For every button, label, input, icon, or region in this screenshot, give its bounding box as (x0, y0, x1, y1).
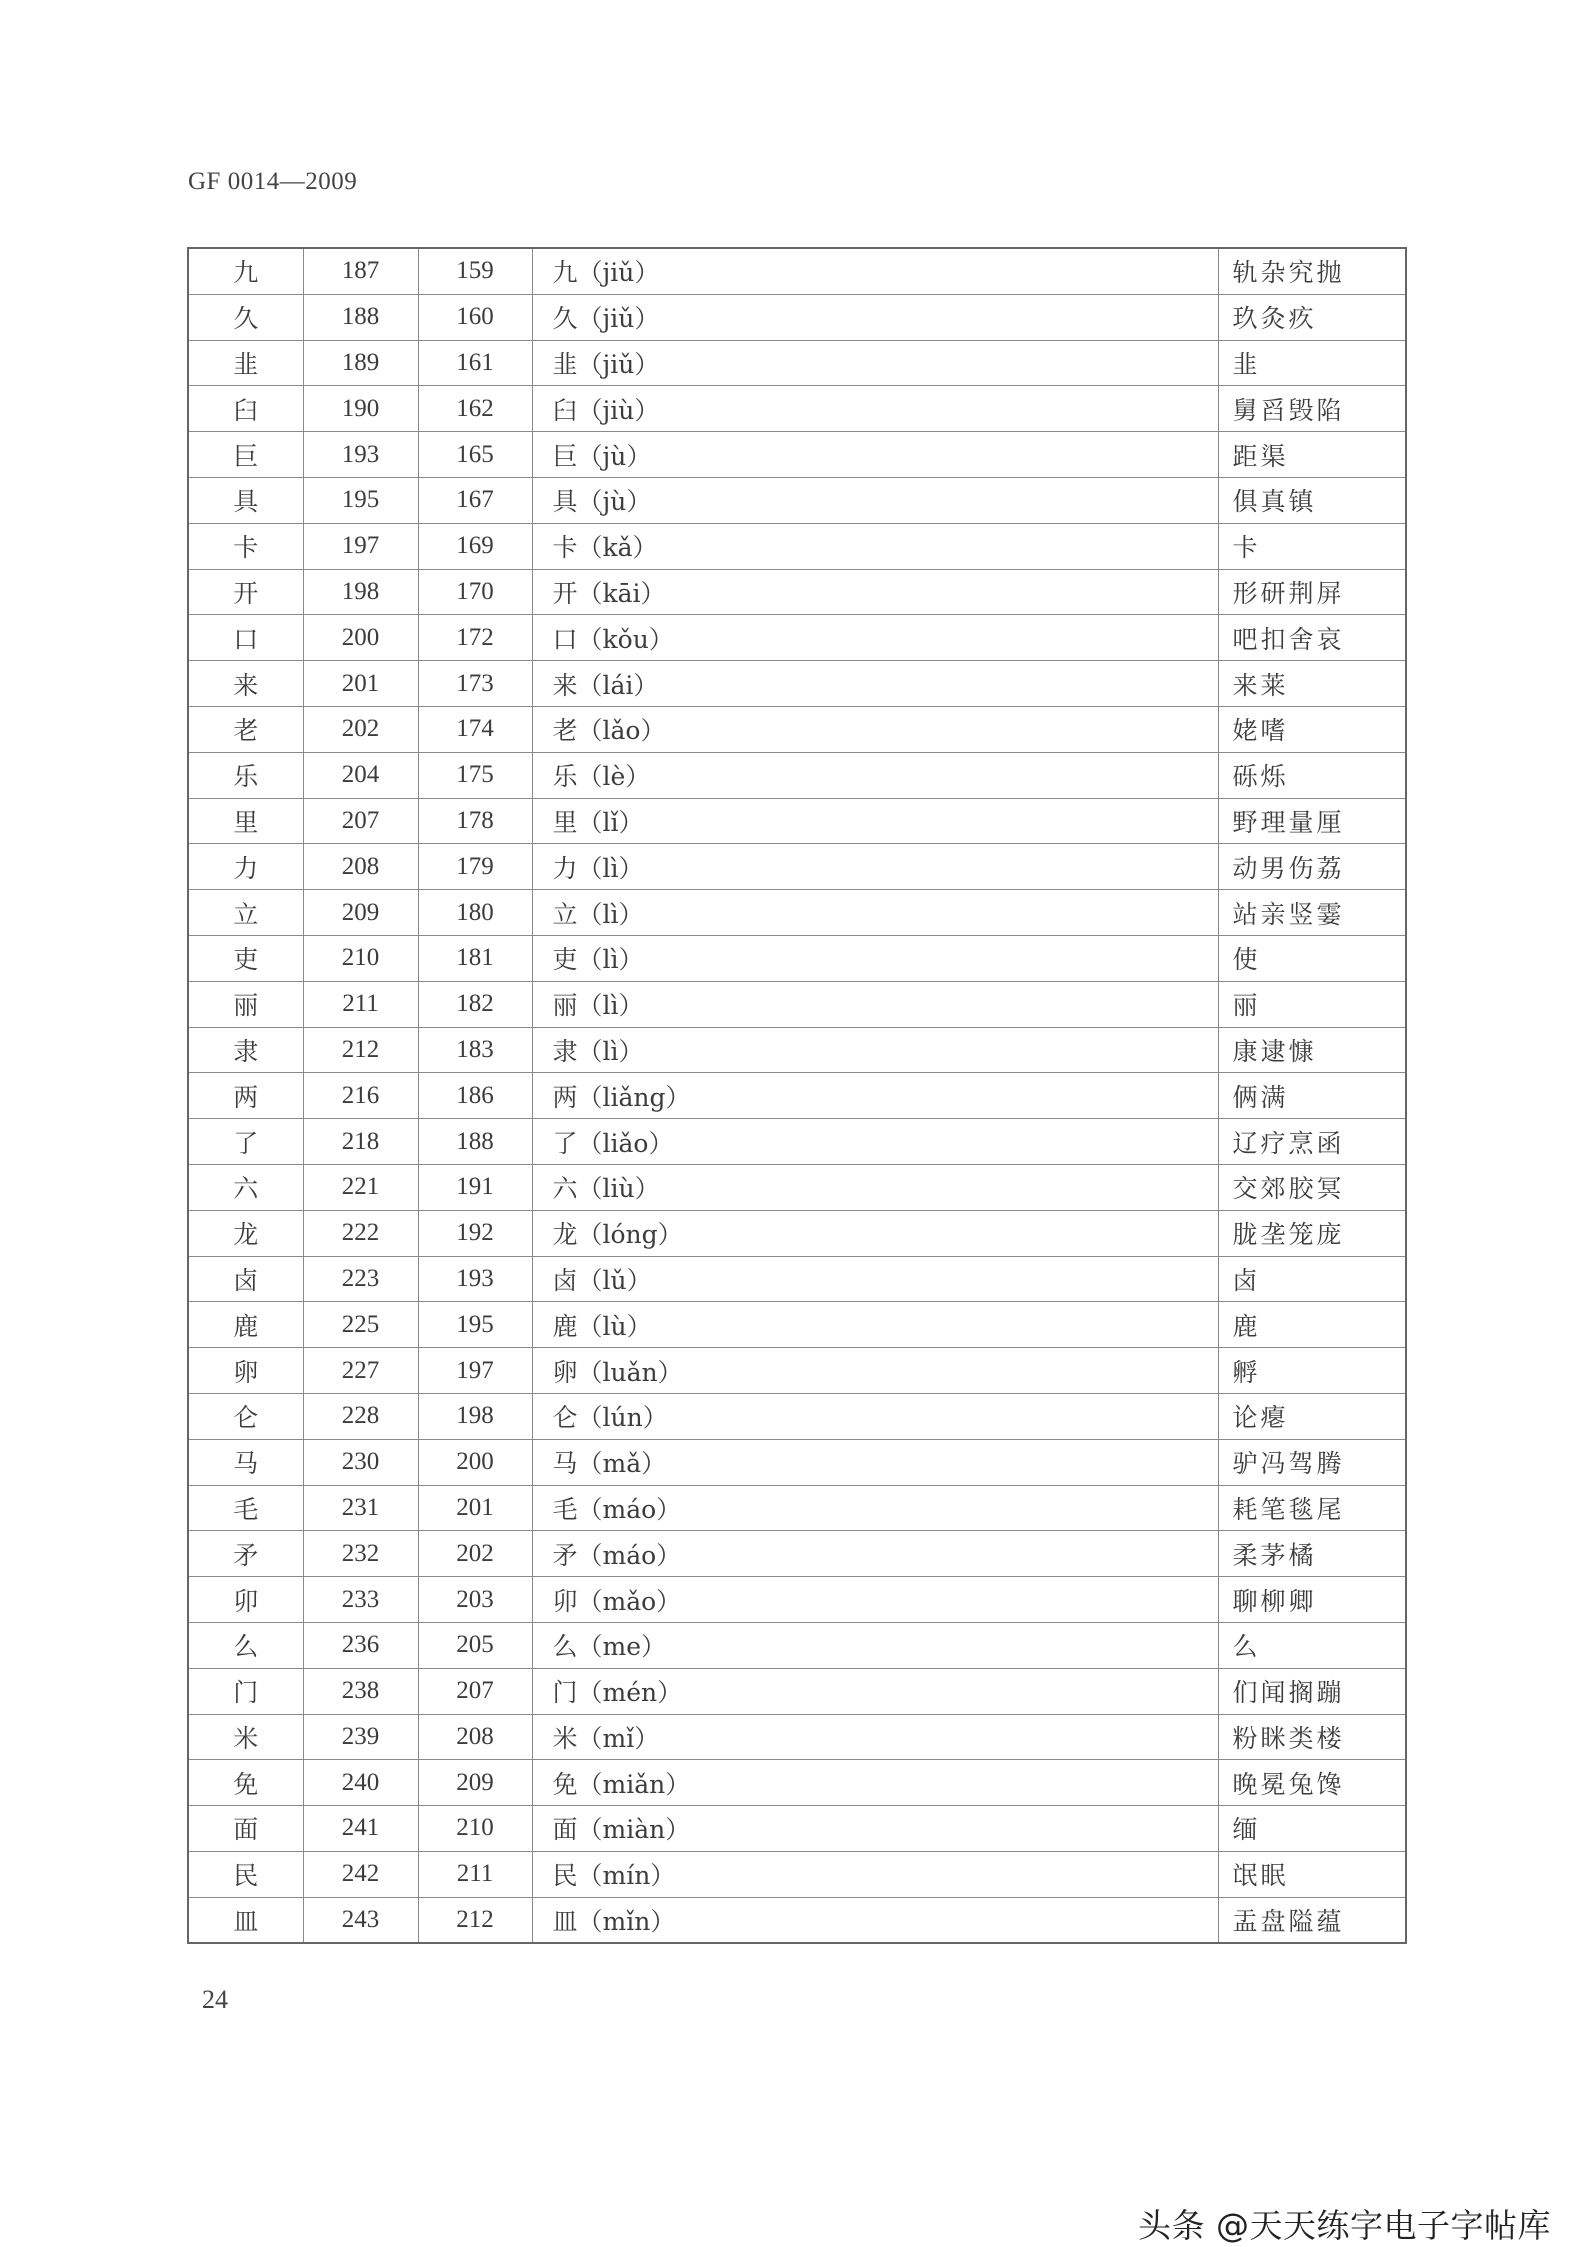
pinyin-cell: 丽（lì） (532, 981, 1218, 1027)
example-chars-cell: 驴冯驾腾 (1218, 1439, 1406, 1485)
component-char-cell: 鹿 (188, 1302, 303, 1348)
component-char-cell: 面 (188, 1806, 303, 1852)
component-number-cell: 182 (418, 981, 532, 1027)
pinyin-cell: 鹿（lù） (532, 1302, 1218, 1348)
pinyin-cell: 力（lì） (532, 844, 1218, 890)
component-number-cell: 172 (418, 615, 532, 661)
example-chars-cell: 丽 (1218, 981, 1406, 1027)
component-number-cell: 159 (418, 248, 532, 294)
component-number-cell: 167 (418, 477, 532, 523)
table-row (188, 935, 1406, 981)
component-char-cell: 口 (188, 615, 303, 661)
example-chars-cell: 孵 (1218, 1348, 1406, 1394)
index-number-cell: 204 (303, 752, 418, 798)
component-number-cell: 188 (418, 1119, 532, 1165)
component-number-cell: 181 (418, 935, 532, 981)
index-number-cell: 209 (303, 890, 418, 936)
example-chars-cell: 玖灸疚 (1218, 294, 1406, 340)
component-number-cell: 174 (418, 706, 532, 752)
pinyin-cell: 皿（mǐn） (532, 1897, 1218, 1943)
example-chars-cell: 韭 (1218, 340, 1406, 386)
pinyin-cell: 久（jiǔ） (532, 294, 1218, 340)
document-code-header: GF 0014—2009 (188, 168, 358, 195)
pinyin-cell: 了（liǎo） (532, 1119, 1218, 1165)
index-number-cell: 238 (303, 1668, 418, 1714)
component-number-cell: 180 (418, 890, 532, 936)
pinyin-cell: 里（lǐ） (532, 798, 1218, 844)
example-chars-cell: 吧扣舍哀 (1218, 615, 1406, 661)
pinyin-cell: 巨（jù） (532, 432, 1218, 478)
example-chars-cell: 鹿 (1218, 1302, 1406, 1348)
component-char-cell: 卡 (188, 523, 303, 569)
index-number-cell: 188 (303, 294, 418, 340)
index-number-cell: 200 (303, 615, 418, 661)
example-chars-cell: 站亲竖霎 (1218, 890, 1406, 936)
table-row (188, 1348, 1406, 1394)
pinyin-cell: 韭（jiǔ） (532, 340, 1218, 386)
index-number-cell: 190 (303, 386, 418, 432)
pinyin-cell: 门（mén） (532, 1668, 1218, 1714)
component-char-cell: 丽 (188, 981, 303, 1027)
component-char-cell: 韭 (188, 340, 303, 386)
table-row (188, 1302, 1406, 1348)
example-chars-cell: 康逮慷 (1218, 1027, 1406, 1073)
table-row (188, 1897, 1406, 1943)
index-number-cell: 241 (303, 1806, 418, 1852)
component-char-cell: 民 (188, 1851, 303, 1897)
pinyin-cell: 面（miàn） (532, 1806, 1218, 1852)
component-number-cell: 201 (418, 1485, 532, 1531)
component-number-cell: 186 (418, 1073, 532, 1119)
table-row (188, 569, 1406, 615)
table-row (188, 1485, 1406, 1531)
page-number: 24 (202, 1985, 228, 2014)
table-body (188, 248, 1406, 1943)
component-number-cell: 173 (418, 661, 532, 707)
table-row (188, 1531, 1406, 1577)
example-chars-cell: 卡 (1218, 523, 1406, 569)
example-chars-cell: 距渠 (1218, 432, 1406, 478)
pinyin-cell: 具（jù） (532, 477, 1218, 523)
index-number-cell: 243 (303, 1897, 418, 1943)
example-chars-cell: 聊柳卿 (1218, 1577, 1406, 1623)
component-char-cell: 老 (188, 706, 303, 752)
component-char-cell: 久 (188, 294, 303, 340)
table-row (188, 1073, 1406, 1119)
component-char-cell: 卯 (188, 1577, 303, 1623)
component-char-cell: 马 (188, 1439, 303, 1485)
pinyin-cell: 民（mín） (532, 1851, 1218, 1897)
component-number-cell: 179 (418, 844, 532, 890)
example-chars-cell: 交郊胶冥 (1218, 1164, 1406, 1210)
example-chars-cell: 盂盘隘蕴 (1218, 1897, 1406, 1943)
component-number-cell: 211 (418, 1851, 532, 1897)
component-char-cell: 里 (188, 798, 303, 844)
component-number-cell: 178 (418, 798, 532, 844)
component-char-cell: 吏 (188, 935, 303, 981)
component-number-cell: 205 (418, 1622, 532, 1668)
table-row (188, 294, 1406, 340)
component-char-cell: 卤 (188, 1256, 303, 1302)
pinyin-cell: 卵（luǎn） (532, 1348, 1218, 1394)
table-row (188, 661, 1406, 707)
pinyin-cell: 免（miǎn） (532, 1760, 1218, 1806)
table-row (188, 1393, 1406, 1439)
component-number-cell: 191 (418, 1164, 532, 1210)
table-row (188, 1027, 1406, 1073)
index-number-cell: 233 (303, 1577, 418, 1623)
pinyin-cell: 么（me） (532, 1622, 1218, 1668)
component-char-cell: 龙 (188, 1210, 303, 1256)
component-number-cell: 162 (418, 386, 532, 432)
index-number-cell: 239 (303, 1714, 418, 1760)
pinyin-cell: 卤（lǔ） (532, 1256, 1218, 1302)
pinyin-cell: 口（kǒu） (532, 615, 1218, 661)
component-char-cell: 隶 (188, 1027, 303, 1073)
index-number-cell: 210 (303, 935, 418, 981)
table-row (188, 340, 1406, 386)
component-char-cell: 皿 (188, 1897, 303, 1943)
pinyin-cell: 老（lǎo） (532, 706, 1218, 752)
index-number-cell: 201 (303, 661, 418, 707)
table-row (188, 386, 1406, 432)
component-char-cell: 么 (188, 1622, 303, 1668)
table-row (188, 1806, 1406, 1852)
component-number-cell: 209 (418, 1760, 532, 1806)
example-chars-cell: 卤 (1218, 1256, 1406, 1302)
index-number-cell: 228 (303, 1393, 418, 1439)
component-number-cell: 175 (418, 752, 532, 798)
index-number-cell: 202 (303, 706, 418, 752)
component-number-cell: 170 (418, 569, 532, 615)
example-chars-cell: 氓眠 (1218, 1851, 1406, 1897)
example-chars-cell: 论瘪 (1218, 1393, 1406, 1439)
component-char-cell: 九 (188, 248, 303, 294)
index-number-cell: 187 (303, 248, 418, 294)
pinyin-cell: 六（liù） (532, 1164, 1218, 1210)
pinyin-cell: 卡（kǎ） (532, 523, 1218, 569)
component-char-cell: 六 (188, 1164, 303, 1210)
component-char-cell: 了 (188, 1119, 303, 1165)
table-row (188, 477, 1406, 523)
index-number-cell: 197 (303, 523, 418, 569)
pinyin-cell: 吏（lì） (532, 935, 1218, 981)
component-number-cell: 192 (418, 1210, 532, 1256)
pinyin-cell: 隶（lì） (532, 1027, 1218, 1073)
example-chars-cell: 舅舀毁陷 (1218, 386, 1406, 432)
index-number-cell: 189 (303, 340, 418, 386)
component-number-cell: 203 (418, 1577, 532, 1623)
example-chars-cell: 缅 (1218, 1806, 1406, 1852)
index-number-cell: 221 (303, 1164, 418, 1210)
table-row (188, 248, 1406, 294)
index-number-cell: 216 (303, 1073, 418, 1119)
index-number-cell: 211 (303, 981, 418, 1027)
index-number-cell: 218 (303, 1119, 418, 1165)
component-number-cell: 200 (418, 1439, 532, 1485)
pinyin-cell: 毛（máo） (532, 1485, 1218, 1531)
example-chars-cell: 使 (1218, 935, 1406, 981)
index-number-cell: 207 (303, 798, 418, 844)
table-row (188, 1668, 1406, 1714)
table-row (188, 1119, 1406, 1165)
example-chars-cell: 形研荆屏 (1218, 569, 1406, 615)
index-number-cell: 230 (303, 1439, 418, 1485)
example-chars-cell: 晚冕兔馋 (1218, 1760, 1406, 1806)
index-number-cell: 195 (303, 477, 418, 523)
component-number-cell: 202 (418, 1531, 532, 1577)
pinyin-cell: 来（lái） (532, 661, 1218, 707)
index-number-cell: 232 (303, 1531, 418, 1577)
pinyin-cell: 九（jiǔ） (532, 248, 1218, 294)
table-row (188, 981, 1406, 1027)
example-chars-cell: 柔茅橘 (1218, 1531, 1406, 1577)
table-row (188, 890, 1406, 936)
pinyin-cell: 马（mǎ） (532, 1439, 1218, 1485)
index-number-cell: 242 (303, 1851, 418, 1897)
example-chars-cell: 来莱 (1218, 661, 1406, 707)
component-char-cell: 两 (188, 1073, 303, 1119)
component-number-cell: 197 (418, 1348, 532, 1394)
component-char-cell: 米 (188, 1714, 303, 1760)
index-number-cell: 198 (303, 569, 418, 615)
component-number-cell: 165 (418, 432, 532, 478)
example-chars-cell: 粉眯类楼 (1218, 1714, 1406, 1760)
index-number-cell: 231 (303, 1485, 418, 1531)
component-number-cell: 169 (418, 523, 532, 569)
index-number-cell: 193 (303, 432, 418, 478)
table-row (188, 1577, 1406, 1623)
table-row (188, 1714, 1406, 1760)
component-number-cell: 210 (418, 1806, 532, 1852)
pinyin-cell: 乐（lè） (532, 752, 1218, 798)
pinyin-cell: 矛（máo） (532, 1531, 1218, 1577)
table-row (188, 432, 1406, 478)
table-row (188, 706, 1406, 752)
example-chars-cell: 姥嗜 (1218, 706, 1406, 752)
pinyin-cell: 开（kāi） (532, 569, 1218, 615)
component-char-cell: 开 (188, 569, 303, 615)
index-number-cell: 212 (303, 1027, 418, 1073)
example-chars-cell: 俩满 (1218, 1073, 1406, 1119)
component-char-cell: 巨 (188, 432, 303, 478)
table-row (188, 523, 1406, 569)
pinyin-cell: 立（lì） (532, 890, 1218, 936)
component-number-cell: 161 (418, 340, 532, 386)
example-chars-cell: 轨杂究抛 (1218, 248, 1406, 294)
component-char-cell: 免 (188, 1760, 303, 1806)
example-chars-cell: 俱真镇 (1218, 477, 1406, 523)
component-number-cell: 208 (418, 1714, 532, 1760)
example-chars-cell: 耗笔毯尾 (1218, 1485, 1406, 1531)
table-row (188, 1439, 1406, 1485)
component-char-cell: 具 (188, 477, 303, 523)
pinyin-cell: 两（liǎng） (532, 1073, 1218, 1119)
component-number-cell: 212 (418, 1897, 532, 1943)
component-number-cell: 207 (418, 1668, 532, 1714)
example-chars-cell: 胧垄笼庞 (1218, 1210, 1406, 1256)
pinyin-cell: 卯（mǎo） (532, 1577, 1218, 1623)
watermark-text: 头条 @天天练字电子字帖库 (1138, 2206, 1551, 2245)
pinyin-cell: 仑（lún） (532, 1393, 1218, 1439)
table-row (188, 1164, 1406, 1210)
component-char-cell: 臼 (188, 386, 303, 432)
component-char-cell: 门 (188, 1668, 303, 1714)
component-number-cell: 195 (418, 1302, 532, 1348)
table-row (188, 844, 1406, 890)
index-number-cell: 208 (303, 844, 418, 890)
pinyin-cell: 龙（lóng） (532, 1210, 1218, 1256)
index-number-cell: 236 (303, 1622, 418, 1668)
table-row (188, 1256, 1406, 1302)
example-chars-cell: 野理量厘 (1218, 798, 1406, 844)
index-number-cell: 223 (303, 1256, 418, 1302)
component-char-cell: 毛 (188, 1485, 303, 1531)
table (187, 247, 1407, 1944)
example-chars-cell: 砾烁 (1218, 752, 1406, 798)
component-number-cell: 183 (418, 1027, 532, 1073)
component-char-cell: 立 (188, 890, 303, 936)
component-number-cell: 160 (418, 294, 532, 340)
component-char-cell: 乐 (188, 752, 303, 798)
component-char-cell: 矛 (188, 1531, 303, 1577)
component-number-cell: 193 (418, 1256, 532, 1302)
index-number-cell: 222 (303, 1210, 418, 1256)
index-number-cell: 240 (303, 1760, 418, 1806)
pinyin-cell: 臼（jiù） (532, 386, 1218, 432)
table-row (188, 752, 1406, 798)
table-row (188, 798, 1406, 844)
component-char-cell: 仑 (188, 1393, 303, 1439)
index-number-cell: 225 (303, 1302, 418, 1348)
component-number-cell: 198 (418, 1393, 532, 1439)
component-char-cell: 卵 (188, 1348, 303, 1394)
pinyin-cell: 米（mǐ） (532, 1714, 1218, 1760)
component-table (187, 247, 1405, 1944)
table-row (188, 1210, 1406, 1256)
table-row (188, 1760, 1406, 1806)
component-char-cell: 力 (188, 844, 303, 890)
table-row (188, 615, 1406, 661)
example-chars-cell: 们闻搁蹦 (1218, 1668, 1406, 1714)
table-row (188, 1851, 1406, 1897)
example-chars-cell: 辽疗烹函 (1218, 1119, 1406, 1165)
example-chars-cell: 么 (1218, 1622, 1406, 1668)
table-row (188, 1622, 1406, 1668)
example-chars-cell: 动男伤荔 (1218, 844, 1406, 890)
index-number-cell: 227 (303, 1348, 418, 1394)
component-char-cell: 来 (188, 661, 303, 707)
